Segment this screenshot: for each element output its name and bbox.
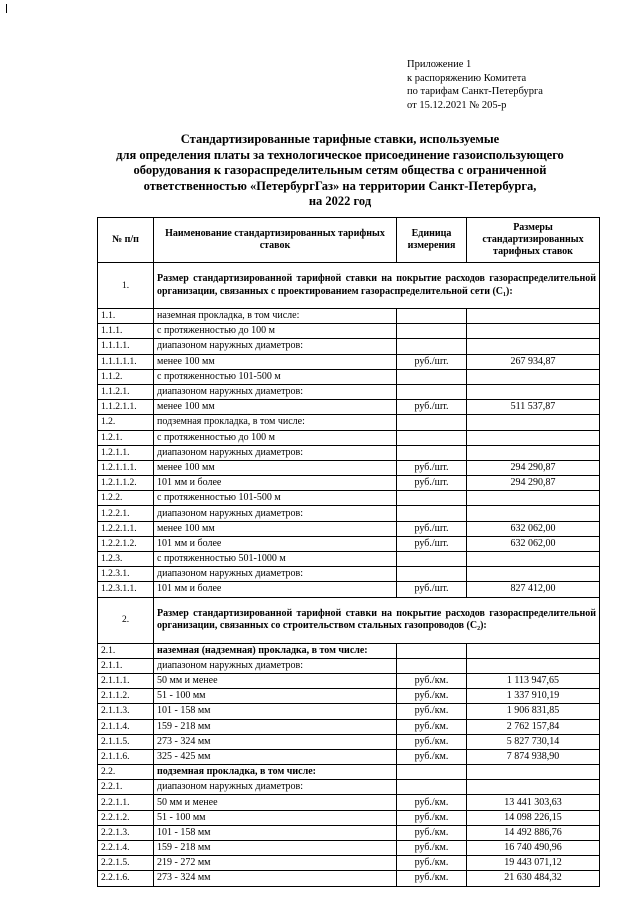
table-row — [98, 521, 600, 536]
row-description: с протяженностью 101-500 м — [154, 491, 397, 506]
tariff-table-body — [98, 218, 600, 887]
row-value: 632 062,00 — [467, 536, 600, 551]
row-unit — [397, 445, 467, 460]
row-unit: руб./км. — [397, 673, 467, 688]
row-unit: руб./шт. — [397, 354, 467, 369]
row-description: диапазоном наружных диаметров: — [154, 780, 397, 795]
row-value — [467, 643, 600, 658]
row-description: подземная прокладка, в том числе: — [154, 415, 397, 430]
row-value — [467, 384, 600, 399]
row-number: 1.2.1.1. — [98, 445, 154, 460]
row-number: 1.2.1.1.2. — [98, 476, 154, 491]
row-description: 101 - 158 мм — [154, 825, 397, 840]
row-description: менее 100 мм — [154, 460, 397, 475]
section-title: Размер стандартизированной тарифной ставки на покрытие расходов газораспределительной организации, связанных со строительством стальных газопроводов (С₂): — [154, 597, 600, 643]
row-description: 159 - 218 мм — [154, 719, 397, 734]
section-number: 1. — [98, 263, 154, 309]
row-number: 2.2.1.6. — [98, 871, 154, 886]
row-value: 13 441 303,63 — [467, 795, 600, 810]
row-number: 2.1.1.3. — [98, 704, 154, 719]
row-value: 1 906 831,85 — [467, 704, 600, 719]
row-unit — [397, 369, 467, 384]
row-value — [467, 567, 600, 582]
header-unit: Единица измерения — [397, 218, 467, 263]
row-unit — [397, 415, 467, 430]
row-unit: руб./шт. — [397, 476, 467, 491]
table-row — [98, 536, 600, 551]
section-title: Размер стандартизированной тарифной ставки на покрытие расходов газораспределительной организации, связанных с проектированием газораспределительной сети (С₁): — [154, 263, 600, 309]
row-value — [467, 445, 600, 460]
row-value — [467, 309, 600, 324]
scan-mark — [6, 4, 7, 13]
table-row — [98, 704, 600, 719]
row-unit — [397, 765, 467, 780]
appendix-block — [407, 58, 543, 112]
row-unit: руб./км. — [397, 734, 467, 749]
header-name: Наименование стандартизированных тарифных ставок — [154, 218, 397, 263]
row-description: 51 - 100 мм — [154, 689, 397, 704]
row-value: 19 443 071,12 — [467, 856, 600, 871]
title-line: на 2022 год — [308, 194, 372, 208]
appendix-line: Приложение 1 — [407, 59, 472, 70]
table-row — [98, 309, 600, 324]
table-row — [98, 384, 600, 399]
table-row — [98, 780, 600, 795]
table-row — [98, 324, 600, 339]
title-line: для определения платы за технологическое присоединение газоиспользующего — [116, 147, 564, 162]
table-row — [98, 856, 600, 871]
table-row — [98, 765, 600, 780]
row-description: с протяженностью до 100 м — [154, 430, 397, 445]
row-value: 21 630 484,32 — [467, 871, 600, 886]
row-number: 2.2.1.2. — [98, 810, 154, 825]
table-row — [98, 825, 600, 840]
row-description: менее 100 мм — [154, 400, 397, 415]
row-description: наземная (надземная) прокладка, в том числе: — [154, 643, 397, 658]
table-row — [98, 354, 600, 369]
row-description: 219 - 272 мм — [154, 856, 397, 871]
row-description: 101 мм и более — [154, 582, 397, 597]
row-value: 294 290,87 — [467, 476, 600, 491]
row-number: 1.2.3. — [98, 552, 154, 567]
title-line: Стандартизированные тарифные ставки, используемые — [180, 132, 500, 146]
section-number: 2. — [98, 597, 154, 643]
header-num: № п/п — [98, 218, 154, 263]
table-row — [98, 552, 600, 567]
row-value: 1 337 910,19 — [467, 689, 600, 704]
table-row — [98, 734, 600, 749]
row-description: 273 - 324 мм — [154, 871, 397, 886]
row-number: 2.1. — [98, 643, 154, 658]
table-row — [98, 506, 600, 521]
row-description: 101 мм и более — [154, 536, 397, 551]
row-unit: руб./шт. — [397, 460, 467, 475]
row-value: 14 492 886,76 — [467, 825, 600, 840]
row-number: 1.2.3.1.1. — [98, 582, 154, 597]
row-description: с протяженностью 501-1000 м — [154, 552, 397, 567]
table-row — [98, 582, 600, 597]
row-number: 2.2.1. — [98, 780, 154, 795]
row-value: 16 740 490,96 — [467, 841, 600, 856]
row-description: с протяженностью до 100 м — [154, 324, 397, 339]
row-number: 1.1.1.1. — [98, 339, 154, 354]
row-value — [467, 765, 600, 780]
table-row — [98, 810, 600, 825]
row-number: 1.2. — [98, 415, 154, 430]
row-value: 511 537,87 — [467, 400, 600, 415]
section-row — [98, 263, 600, 309]
table-row — [98, 841, 600, 856]
row-value: 7 874 938,90 — [467, 749, 600, 764]
row-description: 50 мм и менее — [154, 795, 397, 810]
row-description: наземная прокладка, в том числе: — [154, 309, 397, 324]
row-description: 101 мм и более — [154, 476, 397, 491]
row-number: 1.1.2.1. — [98, 384, 154, 399]
row-value: 294 290,87 — [467, 460, 600, 475]
row-description: диапазоном наружных диаметров: — [154, 567, 397, 582]
table-row — [98, 673, 600, 688]
row-unit — [397, 552, 467, 567]
row-unit: руб./шт. — [397, 521, 467, 536]
appendix-line: от 15.12.2021 № 205-р — [407, 99, 507, 111]
row-unit: руб./шт. — [397, 400, 467, 415]
row-unit — [397, 780, 467, 795]
row-value — [467, 780, 600, 795]
row-value — [467, 552, 600, 567]
table-row — [98, 369, 600, 384]
table-row — [98, 415, 600, 430]
table-row — [98, 400, 600, 415]
row-number: 1.2.3.1. — [98, 567, 154, 582]
row-description: диапазоном наружных диаметров: — [154, 506, 397, 521]
row-number: 1.1. — [98, 309, 154, 324]
table-row — [98, 749, 600, 764]
table-header-row — [98, 218, 600, 263]
row-description: с протяженностью 101-500 м — [154, 369, 397, 384]
appendix-line: по тарифам Санкт-Петербурга — [407, 86, 543, 97]
row-unit: руб./км. — [397, 841, 467, 856]
row-number: 1.2.1. — [98, 430, 154, 445]
appendix-line: к распоряжению Комитета — [407, 72, 527, 84]
row-number: 2.2.1.3. — [98, 825, 154, 840]
row-number: 2.1.1.2. — [98, 689, 154, 704]
title-line: оборудования к газораспределительным сетям общества с ограниченной — [133, 163, 547, 177]
row-number: 2.2.1.1. — [98, 795, 154, 810]
row-number: 2.1.1.5. — [98, 734, 154, 749]
table-row — [98, 460, 600, 475]
row-unit: руб./шт. — [397, 582, 467, 597]
section-row — [98, 597, 600, 643]
row-description: менее 100 мм — [154, 521, 397, 536]
table-row — [98, 339, 600, 354]
row-unit — [397, 384, 467, 399]
row-unit — [397, 339, 467, 354]
row-description: менее 100 мм — [154, 354, 397, 369]
row-description: диапазоном наружных диаметров: — [154, 658, 397, 673]
row-unit — [397, 324, 467, 339]
row-value — [467, 506, 600, 521]
row-description: 159 - 218 мм — [154, 841, 397, 856]
table-row — [98, 719, 600, 734]
row-description: диапазоном наружных диаметров: — [154, 384, 397, 399]
row-value: 14 098 226,15 — [467, 810, 600, 825]
row-value — [467, 369, 600, 384]
row-unit — [397, 567, 467, 582]
row-number: 2.2. — [98, 765, 154, 780]
row-number: 1.2.2.1.2. — [98, 536, 154, 551]
row-unit — [397, 491, 467, 506]
row-description: 50 мм и менее — [154, 673, 397, 688]
row-number: 2.1.1.4. — [98, 719, 154, 734]
row-description: 273 - 324 мм — [154, 734, 397, 749]
table-row — [98, 689, 600, 704]
row-number: 1.2.2. — [98, 491, 154, 506]
table-row — [98, 445, 600, 460]
row-value: 827 412,00 — [467, 582, 600, 597]
row-unit: руб./км. — [397, 719, 467, 734]
table-row — [98, 795, 600, 810]
header-value: Размеры стандартизированных тарифных ставок — [467, 218, 600, 263]
row-number: 2.1.1. — [98, 658, 154, 673]
table-row — [98, 643, 600, 658]
row-value: 267 934,87 — [467, 354, 600, 369]
row-description: диапазоном наружных диаметров: — [154, 339, 397, 354]
row-value — [467, 658, 600, 673]
document-title — [40, 132, 640, 210]
table-row — [98, 658, 600, 673]
row-unit: руб./км. — [397, 749, 467, 764]
row-description: 51 - 100 мм — [154, 810, 397, 825]
table-row — [98, 491, 600, 506]
row-value — [467, 491, 600, 506]
row-description: 101 - 158 мм — [154, 704, 397, 719]
row-number: 1.1.2. — [98, 369, 154, 384]
row-number: 1.2.2.1. — [98, 506, 154, 521]
row-unit — [397, 309, 467, 324]
row-description: подземная прокладка, в том числе: — [154, 765, 397, 780]
row-description: 325 - 425 мм — [154, 749, 397, 764]
row-number: 2.2.1.4. — [98, 841, 154, 856]
row-value — [467, 430, 600, 445]
row-value: 2 762 157,84 — [467, 719, 600, 734]
row-number: 2.1.1.6. — [98, 749, 154, 764]
table-row — [98, 476, 600, 491]
row-unit: руб./км. — [397, 704, 467, 719]
row-unit: руб./км. — [397, 795, 467, 810]
row-unit — [397, 506, 467, 521]
row-value: 1 113 947,65 — [467, 673, 600, 688]
row-description: диапазоном наружных диаметров: — [154, 445, 397, 460]
row-unit — [397, 430, 467, 445]
table-row — [98, 567, 600, 582]
row-unit: руб./шт. — [397, 536, 467, 551]
row-value — [467, 339, 600, 354]
table-row — [98, 430, 600, 445]
row-unit: руб./км. — [397, 871, 467, 886]
row-number: 1.1.1.1.1. — [98, 354, 154, 369]
table-row — [98, 871, 600, 886]
row-value — [467, 415, 600, 430]
row-number: 1.2.1.1.1. — [98, 460, 154, 475]
title-line: ответственностью «ПетербургГаз» на территории Санкт-Петербурга, — [143, 178, 537, 193]
row-number: 1.1.2.1.1. — [98, 400, 154, 415]
row-number: 1.1.1. — [98, 324, 154, 339]
row-number: 2.1.1.1. — [98, 673, 154, 688]
tariff-table — [97, 217, 600, 887]
row-value — [467, 324, 600, 339]
row-number: 1.2.2.1.1. — [98, 521, 154, 536]
row-unit: руб./км. — [397, 856, 467, 871]
row-number: 2.2.1.5. — [98, 856, 154, 871]
row-value: 632 062,00 — [467, 521, 600, 536]
row-value: 5 827 730,14 — [467, 734, 600, 749]
row-unit: руб./км. — [397, 825, 467, 840]
row-unit — [397, 658, 467, 673]
row-unit: руб./км. — [397, 810, 467, 825]
row-unit — [397, 643, 467, 658]
row-unit: руб./км. — [397, 689, 467, 704]
